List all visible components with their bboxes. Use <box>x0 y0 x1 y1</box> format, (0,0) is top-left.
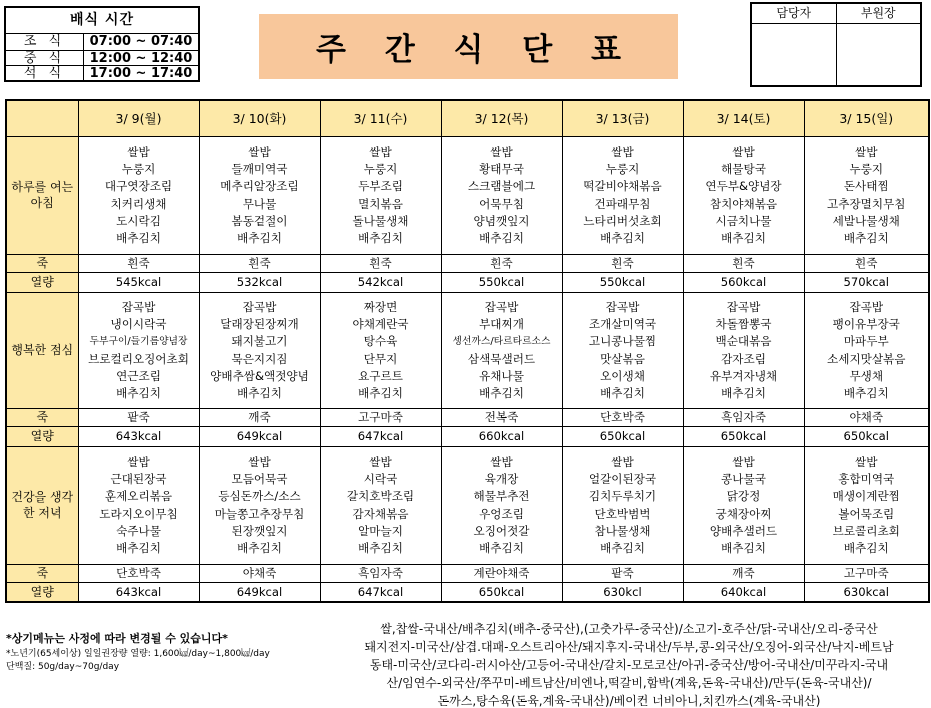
menu-item: 쌀밥 <box>248 144 271 159</box>
menu-item: 누룽지 <box>849 161 884 176</box>
dinner-menu-cell <box>441 446 562 564</box>
menu-item: 잡곡밥 <box>605 299 640 314</box>
lunch-kcal-label: 열량 <box>6 426 78 446</box>
lunch-kcal-cell: 650kcal <box>683 426 804 446</box>
menu-item: 양배추샐러드 <box>709 523 778 538</box>
menu-item: 시락국 <box>363 471 398 486</box>
menu-item: 어묵무침 <box>479 196 524 211</box>
lunch-menu-cell <box>441 292 562 408</box>
menu-item: 스크램블에그 <box>467 179 536 194</box>
menu-item: 돼지불고기 <box>231 334 288 349</box>
menu-item: 볼어묵조림 <box>838 506 895 521</box>
menu-item: 멸치볶음 <box>358 196 403 211</box>
menu-item: 묵은지지짐 <box>231 351 288 366</box>
lunch-menu-cell <box>78 292 199 408</box>
menu-item: 세발나물생채 <box>832 213 900 228</box>
breakfast-menu-cell <box>683 136 804 254</box>
approval-column <box>836 4 921 85</box>
breakfast-kcal-cell: 542kcal <box>320 272 441 292</box>
menu-item: 배추김치 <box>843 541 889 556</box>
menu-item: 배추김치 <box>721 541 766 556</box>
menu-item: 탕수육 <box>363 334 398 349</box>
menu-item: 쌀밥 <box>855 144 878 159</box>
breakfast-porridge-cell: 흰죽 <box>683 254 804 272</box>
calorie-guideline: *노년기(65세이상) 일일권장량 열량: 1,600㎉/day~1,800㎉/day <box>6 649 270 659</box>
meal-label: 석 식 <box>6 66 84 81</box>
lunch-menu-cell <box>199 292 320 408</box>
menu-item: 쌀밥 <box>732 144 755 159</box>
breakfast-porridge-cell: 흰죽 <box>441 254 562 272</box>
menu-item: 배추김치 <box>479 541 524 556</box>
menu-item: 도라지오이무침 <box>99 506 178 521</box>
menu-item: 훈제오리볶음 <box>104 489 173 504</box>
menu-item: 쌀밥 <box>490 144 513 159</box>
lunch-row <box>6 292 929 408</box>
menu-item: 잡곡밥 <box>242 299 277 314</box>
menu-item: 배추김치 <box>358 541 403 556</box>
menu-item: 배추김치 <box>116 231 161 246</box>
dinner-kcal-cell: 643kcal <box>78 582 199 602</box>
lunch-kcal-row <box>6 426 929 446</box>
dinner-menu-cell <box>78 446 199 564</box>
breakfast-menu-cell <box>199 136 320 254</box>
date-header: 3/ 9(월) <box>78 100 199 136</box>
lunch-porridge-cell: 팥죽 <box>78 408 199 426</box>
dinner-porridge-cell: 야채죽 <box>199 564 320 582</box>
dinner-kcal-cell: 640kcal <box>683 582 804 602</box>
lunch-menu-cell <box>320 292 441 408</box>
dinner-porridge-cell: 팥죽 <box>562 564 683 582</box>
lunch-porridge-cell: 깨죽 <box>199 408 320 426</box>
menu-item: 궁채장아찌 <box>715 506 772 521</box>
menu-item: 쌀밥 <box>127 454 150 469</box>
dinner-porridge-cell: 계란야채죽 <box>441 564 562 582</box>
breakfast-kcal-cell: 560kcal <box>683 272 804 292</box>
title-banner <box>259 14 678 79</box>
menu-item: 대구엿장조림 <box>104 179 173 194</box>
menu-item: 황태무국 <box>479 161 524 176</box>
menu-item: 김치두루치기 <box>588 489 657 504</box>
dinner-kcal-cell: 630kcal <box>804 582 929 602</box>
approval-box <box>750 2 922 87</box>
origin-line: 동태-미국산/코다리-러시아산/고등어-국내산/갈치-모로코산/아귀-중국산/방어-국내산/미꾸라지-국내 <box>369 658 889 672</box>
menu-item: 브로컬리오징어초회 <box>88 351 189 366</box>
serving-time-row <box>6 65 198 81</box>
menu-item: 쌀밥 <box>369 454 392 469</box>
lunch-porridge-cell: 흑임자죽 <box>683 408 804 426</box>
signature-area[interactable] <box>752 24 836 85</box>
menu-item: 쌀밥 <box>248 454 271 469</box>
dinner-porridge-cell: 고구마죽 <box>804 564 929 582</box>
menu-item: 해물부추전 <box>473 489 530 504</box>
dinner-kcal-cell: 647kcal <box>320 582 441 602</box>
menu-item: 무나물 <box>242 196 277 211</box>
menu-item: 단무지 <box>363 351 398 366</box>
breakfast-kcal-row <box>6 272 929 292</box>
menu-item: 두부조림 <box>358 179 403 194</box>
dinner-menu-cell <box>199 446 320 564</box>
date-header: 3/ 12(목) <box>441 100 562 136</box>
menu-item: 알마늘지 <box>358 523 403 538</box>
breakfast-kcal-cell: 570kcal <box>804 272 929 292</box>
menu-item: 누룽지 <box>605 161 640 176</box>
menu-item: 배추김치 <box>358 231 403 246</box>
menu-item: 배추김치 <box>358 386 403 401</box>
approval-header-vice-director: 부원장 <box>837 4 921 24</box>
menu-item: 쌀밥 <box>490 454 513 469</box>
menu-item: 연근조림 <box>116 368 161 383</box>
date-header-row <box>6 100 929 136</box>
menu-item: 삼색묵샐러드 <box>467 351 536 366</box>
origin-line: 돼지전지-미국산/삼겹.대패-오스트리아산/돼지후지-국내산/두부,콩-외국산/오징어-외국산/낙지-베트남 <box>364 640 894 654</box>
menu-item: 들깨미역국 <box>231 161 288 176</box>
date-header: 3/ 11(수) <box>320 100 441 136</box>
breakfast-kcal-cell: 532kcal <box>199 272 320 292</box>
menu-item: 참나물생채 <box>594 523 651 538</box>
menu-item: 배추김치 <box>237 386 282 401</box>
lunch-menu-cell <box>562 292 683 408</box>
meal-label: 중 식 <box>6 51 84 66</box>
menu-item: 누룽지 <box>121 161 156 176</box>
breakfast-menu-cell <box>804 136 929 254</box>
dinner-kcal-cell: 649kcal <box>199 582 320 602</box>
meal-time: 17:00 ~ 17:40 <box>89 66 193 81</box>
menu-item: 유부겨자냉채 <box>709 368 778 383</box>
menu-item: 잡곡밥 <box>484 299 519 314</box>
lunch-porridge-cell: 야채죽 <box>804 408 929 426</box>
menu-item: 매생이계란찜 <box>832 489 900 504</box>
breakfast-kcal-cell: 550kcal <box>441 272 562 292</box>
menu-item: 떡갈비야채볶음 <box>583 179 662 194</box>
menu-item: 마늘쫑고추장무침 <box>214 506 305 521</box>
lunch-porridge-row <box>6 408 929 426</box>
menu-item: 해물탕국 <box>721 161 766 176</box>
menu-item: 두부구이/들기름양념장 <box>89 336 188 348</box>
footer-notes <box>6 632 326 674</box>
meal-time: 07:00 ~ 07:40 <box>89 34 193 49</box>
dinner-kcal-cell: 630kcl <box>562 582 683 602</box>
lunch-kcal-cell: 650kcal <box>562 426 683 446</box>
meal-time: 12:00 ~ 12:40 <box>89 50 193 66</box>
menu-item: 배추김치 <box>479 231 524 246</box>
lunch-porridge-cell: 전복죽 <box>441 408 562 426</box>
menu-item: 참치야채볶음 <box>709 196 778 211</box>
meal-label: 조 식 <box>6 34 84 50</box>
corner-cell <box>6 100 78 136</box>
breakfast-porridge-cell: 흰죽 <box>562 254 683 272</box>
menu-item: 모듬어묵국 <box>231 471 288 486</box>
menu-item: 얼갈이된장국 <box>588 471 657 486</box>
lunch-menu-cell <box>683 292 804 408</box>
menu-item: 배추김치 <box>721 386 766 401</box>
breakfast-row <box>6 136 929 254</box>
menu-item: 백순대볶음 <box>715 334 772 349</box>
dinner-kcal-label: 열량 <box>6 582 78 602</box>
dinner-kcal-row <box>6 582 929 602</box>
menu-item: 팽이유부장국 <box>832 316 900 331</box>
weekly-menu-table <box>5 99 930 603</box>
menu-item: 달래장된장찌개 <box>220 316 299 331</box>
lunch-kcal-cell: 650kcal <box>804 426 929 446</box>
serving-time-row <box>6 34 198 50</box>
lunch-menu-cell <box>804 292 929 408</box>
menu-item: 유채나물 <box>479 368 524 383</box>
breakfast-porridge-row <box>6 254 929 272</box>
approval-column <box>752 4 836 85</box>
dinner-menu-cell <box>320 446 441 564</box>
menu-item: 감자조림 <box>721 351 766 366</box>
menu-item: 잡곡밥 <box>726 299 761 314</box>
menu-item: 치커리생채 <box>110 196 167 211</box>
lunch-porridge-label: 죽 <box>6 408 78 426</box>
lunch-kcal-cell: 647kcal <box>320 426 441 446</box>
menu-item: 배추김치 <box>843 386 889 401</box>
menu-item: 연두부&양념장 <box>705 179 782 194</box>
dinner-porridge-cell: 단호박죽 <box>78 564 199 582</box>
dinner-kcal-cell: 650kcal <box>441 582 562 602</box>
breakfast-porridge-cell: 흰죽 <box>320 254 441 272</box>
menu-item: 숙주나물 <box>116 523 161 538</box>
menu-item: 짜장면 <box>363 299 398 314</box>
dinner-menu-cell <box>804 446 929 564</box>
lunch-kcal-cell: 660kcal <box>441 426 562 446</box>
menu-item: 쌀밥 <box>611 144 634 159</box>
dinner-porridge-cell: 흑임자죽 <box>320 564 441 582</box>
dinner-menu-cell <box>562 446 683 564</box>
menu-item: 쌀밥 <box>369 144 392 159</box>
origin-line: 산/임연수-외국산/쭈꾸미-베트남산/비엔나,떡갈비,함박(계육,돈육-국내산)/만두(돈육-국내산)/ <box>386 676 872 690</box>
menu-item: 건파래무침 <box>594 196 651 211</box>
menu-item: 감자채볶음 <box>352 506 409 521</box>
menu-item: 봄동겉절이 <box>231 213 288 228</box>
menu-item: 쌀밥 <box>732 454 755 469</box>
breakfast-kcal-cell: 550kcal <box>562 272 683 292</box>
menu-item: 무생채 <box>849 368 884 383</box>
menu-item: 배추김치 <box>116 541 161 556</box>
menu-item: 소세지맛살볶음 <box>827 351 906 366</box>
menu-item: 쌀밥 <box>127 144 150 159</box>
menu-item: 배추김치 <box>600 386 645 401</box>
origin-info <box>331 620 927 708</box>
menu-item: 육개장 <box>484 471 519 486</box>
menu-item: 브로콜리초회 <box>832 523 900 538</box>
menu-item: 오징어젓갈 <box>473 523 530 538</box>
menu-item: 배추김치 <box>237 231 282 246</box>
menu-item: 우엉조림 <box>479 506 524 521</box>
menu-item: 등심돈까스/소스 <box>218 489 301 504</box>
menu-item: 조개살미역국 <box>588 316 657 331</box>
menu-item: 요구르트 <box>358 368 403 383</box>
menu-item: 셍선까스/타르타르소스 <box>452 336 551 348</box>
menu-item: 고추장멸치무침 <box>827 196 906 211</box>
menu-item: 배추김치 <box>843 231 889 246</box>
lunch-kcal-cell: 649kcal <box>199 426 320 446</box>
menu-item: 갈치호박조림 <box>346 489 415 504</box>
breakfast-kcal-label: 열량 <box>6 272 78 292</box>
menu-item: 배추김치 <box>116 386 161 401</box>
breakfast-menu-cell <box>441 136 562 254</box>
date-header: 3/ 10(화) <box>199 100 320 136</box>
menu-item: 닭강정 <box>726 489 761 504</box>
breakfast-menu-cell <box>562 136 683 254</box>
breakfast-label: 하루를 여는 아침 <box>6 136 78 254</box>
menu-item: 맛살볶음 <box>600 351 645 366</box>
approval-header-manager: 담당자 <box>752 4 836 24</box>
menu-item: 오이생채 <box>600 368 645 383</box>
serving-time-row <box>6 50 198 66</box>
menu-item: 돌나물생채 <box>352 213 409 228</box>
page-title: 주 간 식 단 표 <box>316 32 635 68</box>
dinner-row <box>6 446 929 564</box>
breakfast-kcal-cell: 545kcal <box>78 272 199 292</box>
menu-item: 배추김치 <box>600 231 645 246</box>
menu-item: 고니콩나물찜 <box>588 334 657 349</box>
dinner-porridge-row <box>6 564 929 582</box>
breakfast-menu-cell <box>320 136 441 254</box>
lunch-label: 행복한 점심 <box>6 292 78 408</box>
menu-item: 마파두부 <box>843 334 889 349</box>
menu-item: 배추김치 <box>721 231 766 246</box>
menu-item: 단호박범벅 <box>594 506 651 521</box>
menu-item: 양배추쌈&액젓양념 <box>210 368 309 383</box>
origin-line: 돈까스,탕수육(돈육,계육-국내산)/베이컨 너비아니,치킨까스(계육-국내산) <box>437 694 821 708</box>
lunch-porridge-cell: 고구마죽 <box>320 408 441 426</box>
serving-time-box <box>4 6 200 82</box>
protein-guideline: 단백질: 50g/day~70g/day <box>6 662 120 672</box>
dinner-porridge-cell: 깨죽 <box>683 564 804 582</box>
menu-item: 냉이시락국 <box>110 316 167 331</box>
menu-item: 배추김치 <box>479 386 524 401</box>
menu-item: 쌀밥 <box>855 454 878 469</box>
dinner-menu-cell <box>683 446 804 564</box>
menu-item: 잡곡밥 <box>849 299 884 314</box>
menu-item: 부대찌개 <box>479 316 524 331</box>
breakfast-porridge-cell: 흰죽 <box>804 254 929 272</box>
menu-item: 쌀밥 <box>611 454 634 469</box>
menu-item: 돈사태찜 <box>843 179 889 194</box>
menu-item: 시금치나물 <box>715 213 772 228</box>
breakfast-porridge-cell: 흰죽 <box>199 254 320 272</box>
serving-time-title: 배식 시간 <box>6 8 198 34</box>
menu-item: 차돌짬뽕국 <box>715 316 772 331</box>
menu-item: 도시락김 <box>116 213 161 228</box>
origin-line: 쌀,찹쌀-국내산/배추김치(배추-중국산),(고춧가루-중국산)/소고기-호주산/닭-국내산/오리-중국산 <box>380 622 878 636</box>
menu-item: 양념깻잎지 <box>473 213 530 228</box>
signature-area[interactable] <box>837 24 921 85</box>
menu-item: 야채계란국 <box>352 316 409 331</box>
menu-item: 메추리알장조림 <box>220 179 299 194</box>
menu-item: 누룽지 <box>363 161 398 176</box>
menu-item: 된장깻잎지 <box>231 523 288 538</box>
date-header: 3/ 15(일) <box>804 100 929 136</box>
breakfast-porridge-cell: 흰죽 <box>78 254 199 272</box>
breakfast-porridge-label: 죽 <box>6 254 78 272</box>
menu-item: 느타리버섯초회 <box>583 213 662 228</box>
menu-item: 콩나물국 <box>721 471 766 486</box>
date-header: 3/ 14(토) <box>683 100 804 136</box>
menu-item: 홍합미역국 <box>838 471 895 486</box>
menu-item: 배추김치 <box>237 541 282 556</box>
change-notice: *상기메뉴는 사정에 따라 변경될 수 있습니다* <box>6 632 228 645</box>
lunch-porridge-cell: 단호박죽 <box>562 408 683 426</box>
lunch-kcal-cell: 643kcal <box>78 426 199 446</box>
date-header: 3/ 13(금) <box>562 100 683 136</box>
menu-item: 근대된장국 <box>110 471 167 486</box>
dinner-label: 건강을 생각한 저녁 <box>6 446 78 564</box>
menu-item: 배추김치 <box>600 541 645 556</box>
dinner-porridge-label: 죽 <box>6 564 78 582</box>
menu-item: 잡곡밥 <box>121 299 156 314</box>
breakfast-menu-cell <box>78 136 199 254</box>
